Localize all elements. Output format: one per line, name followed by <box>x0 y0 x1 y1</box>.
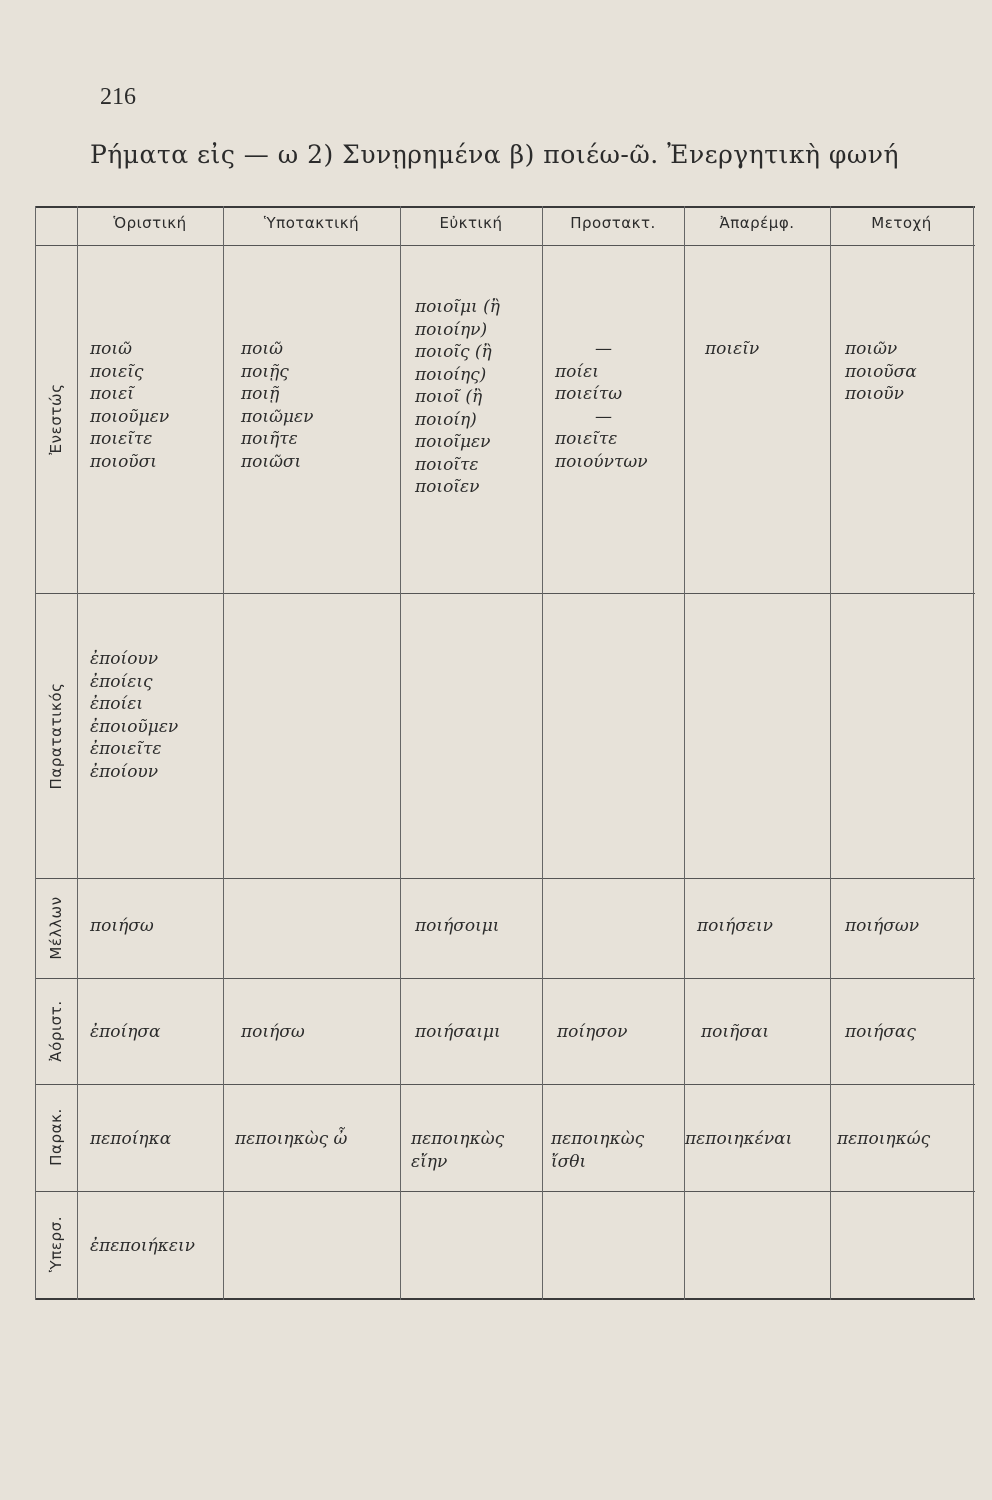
form: ποιοῦν <box>845 384 904 404</box>
tense-label-paratatikos: Παρατατικός <box>47 682 65 790</box>
enestos-metochi-cell <box>845 338 917 406</box>
aoristos-euktiki: ποιήσαιμι <box>415 1022 501 1042</box>
form: ποιεῖ <box>90 384 134 404</box>
parakeimenos-oristiki: πεποίηκα <box>90 1129 172 1149</box>
enestos-prostaktiki-cell <box>555 338 648 473</box>
mellon-metochi: ποιήσων <box>845 916 920 936</box>
form: ἐποίουν <box>90 761 159 782</box>
header-euktiki: Εὐκτική <box>439 214 503 232</box>
form: ποιοῖς (ἢ <box>415 342 492 362</box>
header-metochi: Μετοχή <box>871 214 932 232</box>
mellon-oristiki: ποιήσω <box>90 916 154 936</box>
tense-label-yperswntelikos: Ὑπερσ. <box>47 1215 65 1273</box>
form: ποιεῖς <box>90 361 144 382</box>
aoristos-aparemfato: ποιῆσαι <box>701 1022 770 1042</box>
form: ἴσθι <box>551 1151 587 1172</box>
form: ποιεῖτε <box>555 429 618 449</box>
enestos-euktiki-cell <box>415 296 500 499</box>
form: ποιοίη) <box>415 409 477 430</box>
form: ποιοῖεν <box>415 477 480 497</box>
form: ποιοῦμεν <box>90 406 170 427</box>
column-rule <box>77 206 78 1300</box>
row-rule <box>35 1191 975 1192</box>
form: ποιοίην) <box>415 319 488 340</box>
form: ποιῶμεν <box>241 406 314 427</box>
form: ποιῶσι <box>241 451 302 472</box>
tense-label-mellon: Μέλλων <box>47 896 65 960</box>
header-oristiki: Ὁριστική <box>113 214 187 232</box>
form: ποιοίης) <box>415 364 487 385</box>
form: — <box>595 406 612 427</box>
conjugation-table <box>35 206 975 1301</box>
enestos-aparemfato-cell <box>705 338 759 361</box>
aoristos-prostaktiki: ποίησον <box>557 1022 628 1042</box>
form: ἐποιεῖτε <box>90 739 162 759</box>
form: ποιοῖτε <box>415 454 479 475</box>
enestos-ypotaktiki-cell <box>241 338 313 473</box>
form: ποιῇς <box>241 361 289 382</box>
page-title: Ρήματα εἰς — ω 2) Συνῃρημένα β) ποιέω-ῶ. Ἐνεργητικὴ φωνή <box>90 140 899 169</box>
form: ποιῆτε <box>241 429 298 449</box>
table-bottom-rule <box>35 1298 975 1300</box>
column-rule <box>542 206 543 1300</box>
page-number: 216 <box>100 84 136 110</box>
header-rule <box>35 245 975 246</box>
column-rule <box>223 206 224 1300</box>
form: ἐποίει <box>90 694 143 714</box>
enestos-oristiki-cell <box>90 338 169 473</box>
form: ποιοῖ (ἢ <box>415 387 483 407</box>
row-rule <box>35 978 975 979</box>
form: ποιούντων <box>555 451 648 472</box>
form: ποιῶν <box>845 339 898 359</box>
parakeimenos-ypotaktiki: πεποιηκὼς ὦ <box>235 1129 348 1149</box>
header-ypotaktiki: Ὑποτακτική <box>263 214 360 232</box>
form: ἐποιοῦμεν <box>90 716 179 737</box>
form: ποιοῦσι <box>90 451 157 472</box>
form: ποίει <box>555 361 599 382</box>
form: ποιῶ <box>241 339 283 359</box>
parakeimenos-prostaktiki-cell <box>551 1128 644 1173</box>
tense-label-aoristos: Ἀόριστ. <box>47 1000 65 1062</box>
column-rule <box>973 206 974 1300</box>
parakeimenos-aparemfato: πεποιηκέναι <box>685 1129 793 1149</box>
form: ποιεῖτε <box>90 429 153 449</box>
mellon-aparemfato: ποιήσειν <box>697 916 773 936</box>
form: ποιῶ <box>90 339 132 359</box>
aoristos-metochi: ποιήσας <box>845 1022 916 1042</box>
form: εἴην <box>411 1151 448 1172</box>
column-rule <box>830 206 831 1300</box>
form: ποιοῖμι (ἢ <box>415 297 500 317</box>
form: πεποιηκὼς <box>551 1129 645 1149</box>
table-top-rule <box>35 206 975 208</box>
tense-label-enestos: Ἐνεστώς <box>47 383 65 455</box>
row-rule <box>35 878 975 879</box>
form: ἐποίεις <box>90 671 153 692</box>
yperswntelikos-oristiki: ἐπεποιήκειν <box>90 1236 195 1256</box>
aoristos-oristiki: ἐποίησα <box>90 1022 161 1042</box>
form: ποιοῦσα <box>845 361 917 382</box>
mellon-euktiki: ποιήσοιμι <box>415 916 500 936</box>
form: — <box>595 339 612 359</box>
header-prostaktiki: Προστακτ. <box>570 214 656 232</box>
form: ποιῇ <box>241 384 280 404</box>
form: ποιείτω <box>555 384 623 404</box>
tense-label-parakeimenos: Παρακ. <box>47 1108 65 1166</box>
column-rule <box>400 206 401 1300</box>
row-rule <box>35 1084 975 1085</box>
parakeimenos-euktiki-cell <box>411 1128 504 1173</box>
form: ποιεῖν <box>705 339 760 359</box>
paratatikos-oristiki-cell <box>90 648 178 783</box>
form: ἐποίουν <box>90 649 159 669</box>
parakeimenos-metochi: πεποιηκώς <box>837 1129 931 1149</box>
header-aparemfato: Ἀπαρέμφ. <box>719 214 795 232</box>
column-rule <box>35 206 36 1300</box>
form: πεποιηκὼς <box>411 1129 505 1149</box>
row-rule <box>35 593 975 594</box>
aoristos-ypotaktiki: ποιήσω <box>241 1022 305 1042</box>
form: ποιοῖμεν <box>415 432 491 452</box>
